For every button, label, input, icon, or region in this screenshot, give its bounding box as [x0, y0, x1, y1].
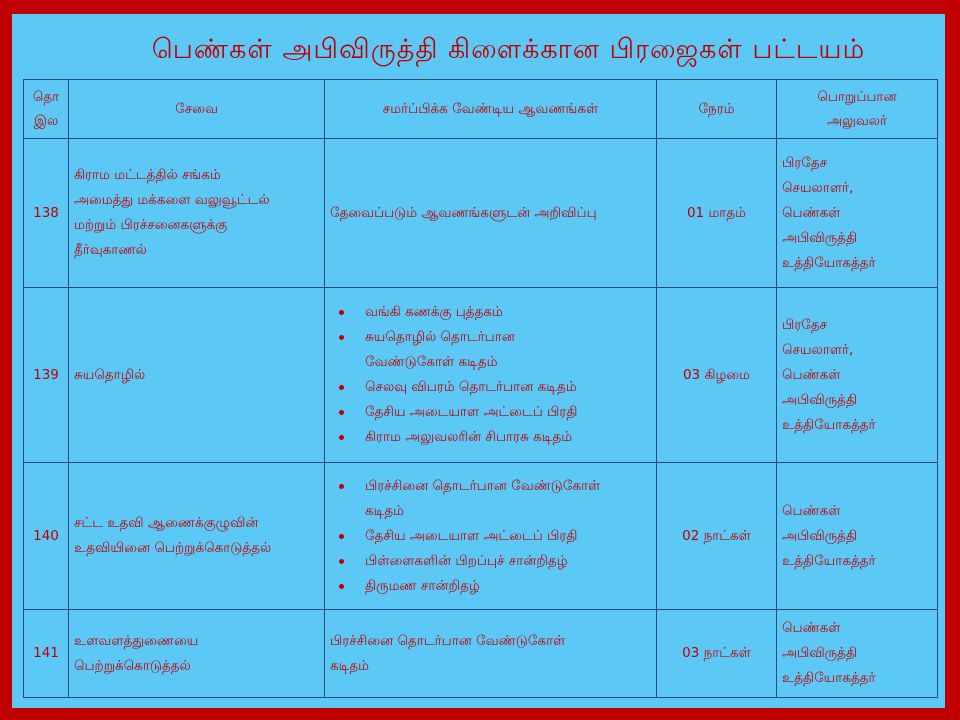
service-line: சுயதொழில்	[74, 366, 146, 383]
time-cell: 03 கிழமை	[657, 288, 777, 463]
table-row	[24, 463, 938, 610]
list-item-text: வங்கி கணக்கு புத்தகம்	[365, 304, 503, 320]
table-row	[24, 288, 938, 463]
service-line: உதவியினை பெற்றுக்கொடுத்தல்	[74, 540, 272, 556]
bullet-icon	[339, 385, 344, 390]
list-item	[330, 375, 651, 400]
service-line: மற்றும் பிரச்சனைகளுக்கு	[74, 217, 228, 233]
row-number: 138	[24, 139, 69, 288]
time-cell: 02 நாட்கள்	[657, 463, 777, 610]
officer-line: உத்தியோகத்தர்	[782, 416, 876, 433]
service-cell	[69, 139, 325, 288]
header-time: நேரம்	[657, 80, 777, 139]
officer-line: உத்தியோகத்தர்	[782, 254, 876, 271]
service-line: உளவளத்துணையை	[74, 632, 199, 649]
officer-line: பெண்கள்	[782, 366, 841, 383]
service-line: கிராம மட்டத்தில் சங்கம்	[74, 167, 221, 183]
service-line: அமைத்து மக்களை வலுவூட்டல்	[74, 192, 270, 208]
list-item-text: திருமண சான்றிதழ்	[365, 577, 480, 594]
table-row	[24, 139, 938, 288]
time-cell: 01 மாதம்	[657, 139, 777, 288]
list-item	[330, 425, 651, 450]
list-item-text: பிள்ளைகளின் பிறப்புச் சான்றிதழ்	[365, 552, 568, 569]
list-item-text: சுயதொழில் தொடர்பான	[365, 329, 515, 345]
documents-line: பிரச்சினை தொடர்பான வேண்டுகோள்	[330, 632, 566, 649]
time-cell: 03 நாட்கள்	[657, 610, 777, 698]
list-item	[330, 400, 651, 425]
documents-line: கடிதம்	[330, 657, 370, 674]
officer-line: செயலாளர்,	[782, 341, 854, 358]
bullet-icon	[339, 584, 344, 589]
list-item-text: பிரச்சினை தொடர்பான வேண்டுகோள்	[365, 477, 601, 494]
bullet-icon	[339, 310, 344, 315]
service-cell	[69, 288, 325, 463]
list-item-text: தேசிய அடையாள அட்டைப் பிரதி	[365, 527, 578, 544]
list-item	[330, 549, 651, 574]
officer-line: பிரதேச	[782, 154, 828, 171]
header-officer-line2: அலுவலர்	[826, 113, 888, 129]
list-item	[330, 474, 651, 524]
list-item	[330, 574, 651, 599]
officer-cell	[777, 139, 938, 288]
service-cell	[69, 463, 325, 610]
documents-list	[330, 300, 651, 450]
list-item	[330, 524, 651, 549]
officer-line: அபிவிருத்தி	[782, 527, 858, 544]
header-service: சேவை	[69, 80, 325, 139]
row-number: 141	[24, 610, 69, 698]
officer-line: பெண்கள்	[782, 502, 841, 519]
row-number: 140	[24, 463, 69, 610]
list-item-text: தேசிய அடையாள அட்டைப் பிரதி	[365, 404, 578, 420]
slide-panel	[12, 14, 945, 708]
documents-cell	[325, 463, 657, 610]
bullet-icon	[339, 559, 344, 564]
bullet-icon	[339, 484, 344, 489]
officer-line: உத்தியோகத்தர்	[782, 670, 876, 686]
bullet-icon	[339, 335, 344, 340]
header-officer	[777, 80, 938, 139]
list-item-text: வேண்டுகோள் கடிதம்	[365, 354, 498, 370]
header-documents: சமர்ப்பிக்க வேண்டிய ஆவணங்கள்	[325, 80, 657, 139]
header-officer-line1: பொறுப்பான	[817, 89, 897, 105]
list-item-text: கடிதம்	[365, 502, 405, 519]
service-line: சட்ட உதவி ஆணைக்குழுவின்	[74, 515, 259, 531]
officer-line: அபிவிருத்தி	[782, 229, 858, 246]
officer-line: பெண்கள்	[782, 620, 841, 636]
bullet-icon	[339, 534, 344, 539]
officer-line: அபிவிருத்தி	[782, 391, 858, 408]
list-item-text: செலவு விபரம் தொடர்பான கடிதம்	[365, 379, 577, 395]
header-serial-no-line1: தொ	[32, 89, 60, 105]
header-serial-no-line2: இல	[33, 113, 59, 129]
table-header-row	[24, 80, 938, 139]
documents-cell	[325, 610, 657, 698]
documents-list	[330, 474, 651, 599]
list-item	[330, 325, 651, 375]
documents-cell	[325, 288, 657, 463]
header-serial-no	[24, 80, 69, 139]
officer-line: செயலாளர்,	[782, 179, 854, 196]
list-item-text: கிராம அலுவலரின் சிபாரசு கடிதம்	[365, 429, 573, 445]
bullet-icon	[339, 435, 344, 440]
officer-line: அபிவிருத்தி	[782, 645, 858, 661]
page-title: பெண்கள் அபிவிருத்தி கிளைக்கான பிரஜைகள் பட்டயம்	[151, 34, 866, 65]
officer-line: பெண்கள்	[782, 204, 841, 221]
service-cell	[69, 610, 325, 698]
bullet-icon	[339, 410, 344, 415]
documents-cell: தேவைப்படும் ஆவணங்களுடன் அறிவிப்பு	[325, 139, 657, 288]
officer-cell	[777, 463, 938, 610]
service-line: தீர்வுகாணல்	[74, 242, 147, 258]
table-row	[24, 610, 938, 698]
row-number: 139	[24, 288, 69, 463]
list-item	[330, 300, 651, 325]
officer-cell	[777, 288, 938, 463]
citizen-charter-table	[23, 79, 938, 698]
officer-line: உத்தியோகத்தர்	[782, 552, 876, 569]
officer-line: பிரதேச	[782, 316, 828, 333]
service-line: பெற்றுக்கொடுத்தல்	[74, 657, 191, 674]
officer-cell	[777, 610, 938, 698]
